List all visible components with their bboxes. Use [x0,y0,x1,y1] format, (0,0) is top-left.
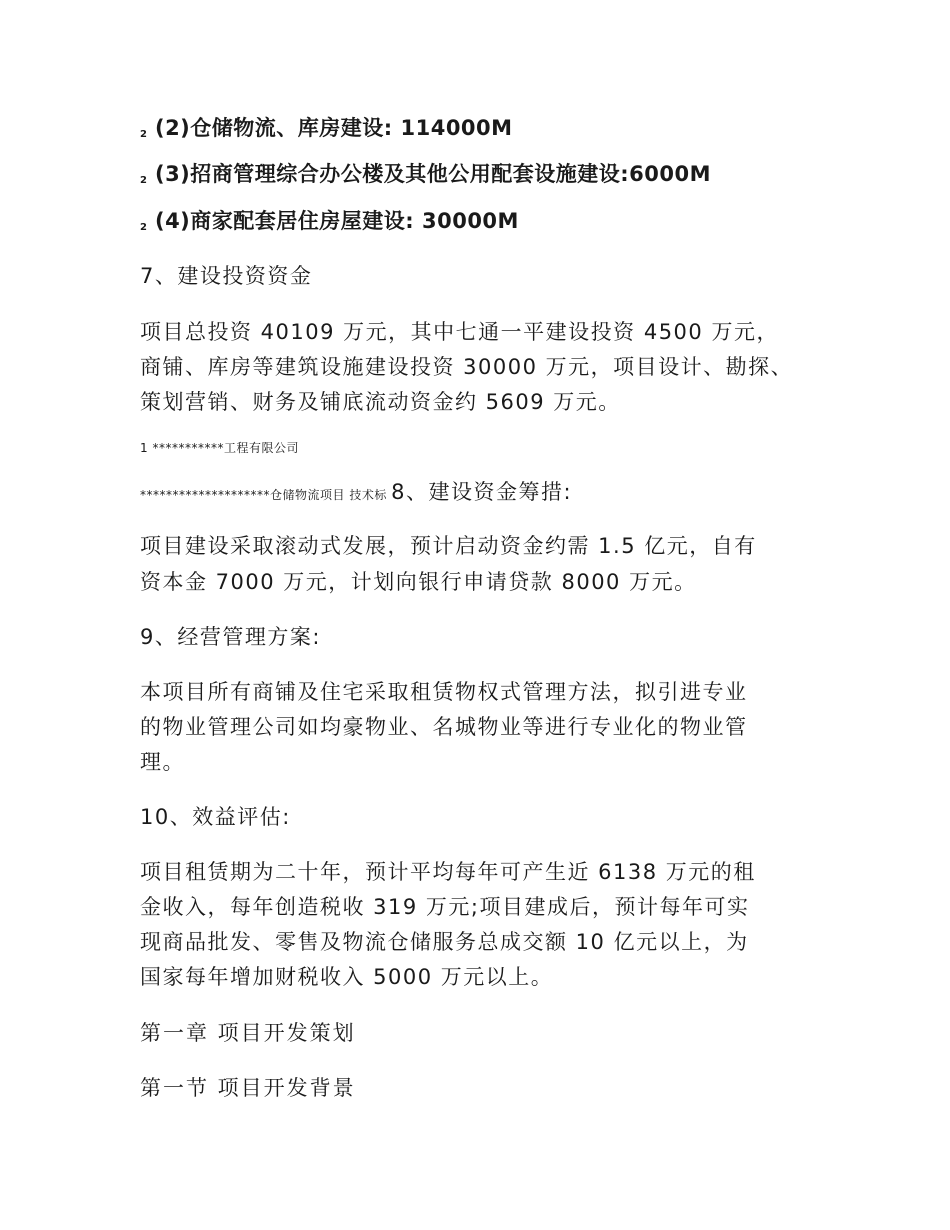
section-8-heading: 8、建设资金筹措: [391,480,573,504]
section-8-line: 资本金 7000 万元，计划向银行申请贷款 8000 万元。 [140,570,697,594]
section-7-line: 项目总投资 40109 万元，其中七通一平建设投资 4500 万元， [140,320,779,344]
section-9-heading: 9、经营管理方案: [140,625,321,649]
item-2 [140,118,513,139]
chapter-title: 第一章 项目开发策划 [140,1021,356,1045]
page-header-line [140,482,572,503]
item-4-text: (4)商家配套居住房屋建设: 30000M [154,209,519,233]
item-2-sup: 2 [140,129,147,140]
section-7-heading: 7、建设投资资金 [140,264,313,288]
section-9-line: 本项目所有商铺及住宅采取租赁物权式管理方法，拟引进专业 [140,680,748,704]
item-3-sup: 2 [140,175,147,186]
company-footer: 1 ***********工程有限公司 [140,441,299,455]
section-10-line: 项目租赁期为二十年，预计平均每年可产生近 6138 万元的租 [140,860,756,884]
project-header: ********************仓储物流项目 技术标 [140,488,392,502]
section-title: 第一节 项目开发背景 [140,1076,356,1100]
item-4-sup: 2 [140,222,147,233]
section-10-line: 国家每年增加财税收入 5000 万元以上。 [140,965,554,989]
section-10-line: 金收入，每年创造税收 319 万元;项目建成后，预计每年可实 [140,895,750,919]
section-9-line: 理。 [140,750,185,774]
item-3-text: (3)招商管理综合办公楼及其他公用配套设施建设:6000M [154,162,712,186]
section-10-heading: 10、效益评估: [140,805,291,829]
item-3 [140,164,711,185]
section-7-line: 策划营销、财务及铺底流动资金约 5609 万元。 [140,390,621,414]
section-8-line: 项目建设采取滚动式发展，预计启动资金约需 1.5 亿元，自有 [140,534,757,558]
section-10-line: 现商品批发、零售及物流仓储服务总成交额 10 亿元以上，为 [140,930,749,954]
item-2-text: (2)仓储物流、库房建设: 114000M [154,116,513,140]
section-7-line: 商铺、库房等建筑设施建设投资 30000 万元，项目设计、勘探、 [140,355,794,379]
section-9-line: 的物业管理公司如均豪物业、名城物业等进行专业化的物业管 [140,715,748,739]
item-4 [140,211,519,232]
